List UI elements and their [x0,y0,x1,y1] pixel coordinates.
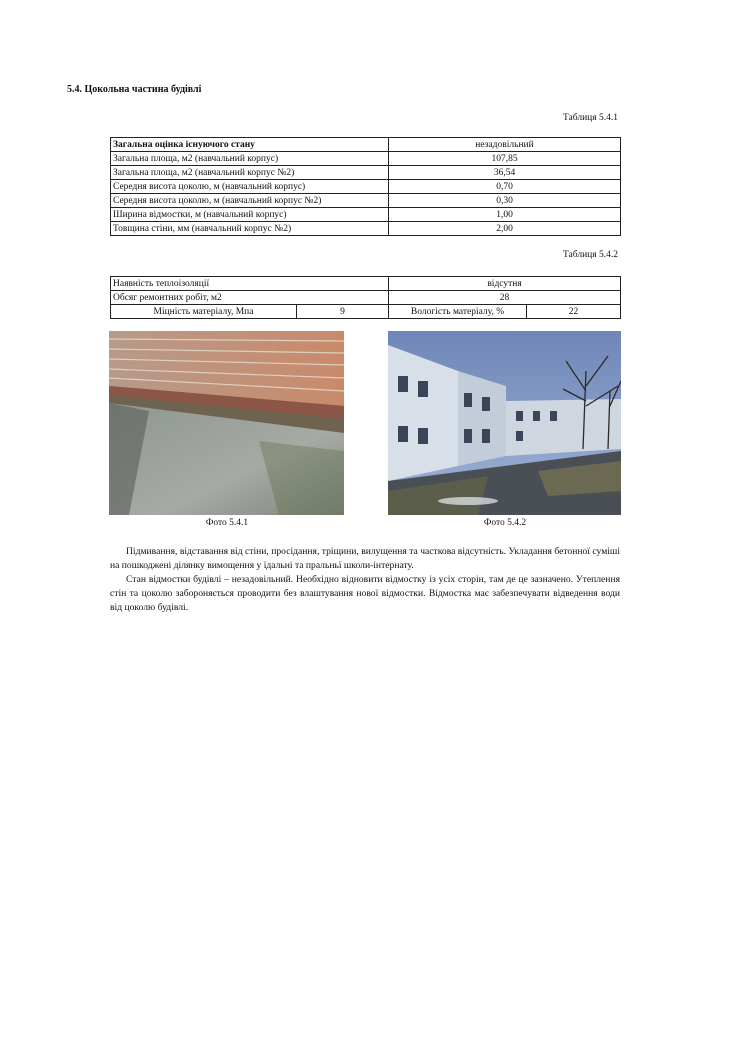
table-caption-5-4-1: Таблиця 5.4.1 [562,113,618,123]
row-label: Загальна оцінка існуючого стану [111,138,389,152]
condition-table [110,137,621,236]
table-row [111,194,621,208]
row-value: відсутня [389,277,621,291]
plinth-photo-1 [109,331,344,515]
row-value: 28 [389,291,621,305]
building-photo-2 [388,331,621,515]
paragraph: Підмивання, відставання від стіни, просідання, тріщини, вилущення та часткова відсутність. Укладання бетонної суміші на пошкоджені ділянку вимощення у їдальні та пральньї школи-інтернату. [110,546,620,571]
row-label: Загальна площа, м2 (навчальний корпус №2) [111,166,389,180]
plinth-photo-1-image [109,331,344,515]
row-value: 36,54 [389,166,621,180]
row-value: незадовільний [389,138,621,152]
table-row [111,166,621,180]
row-label: Товщина стіни, мм (навчальний корпус №2) [111,222,389,236]
row-value: 107,85 [389,152,621,166]
row-label: Наявність теплоізоляції [111,277,389,291]
table-row [111,305,621,319]
table-row [111,138,621,152]
strength-label: Міцність матеріалу, Мпа [111,305,297,319]
row-label: Загальна площа, м2 (навчальний корпус) [111,152,389,166]
strength-value: 9 [297,305,389,319]
humidity-value: 22 [527,305,621,319]
row-label: Ширина відмостки, м (навчальний корпус) [111,208,389,222]
paragraph: Стан відмостки будівлі – незадовільний. Необхідно відновити відмостку із усіх сторін, там де це зазначено. Утеплення стін та цоколю забороняється проводити без влаштування нової відмостки. Відмостка має забезпечувати відведення води від цоколю будівлі. [110,574,620,613]
humidity-label: Вологість матеріалу, % [389,305,527,319]
table-row [111,152,621,166]
row-label: Обсяг ремонтних робіт, м2 [111,291,389,305]
row-value: 0,70 [389,180,621,194]
table-row [111,277,621,291]
table-row [111,291,621,305]
section-heading: 5.4. Цокольна частина будівлі [67,84,202,95]
table-row [111,208,621,222]
row-value: 1,00 [389,208,621,222]
photo-caption-2: Фото 5.4.2 [483,518,527,528]
row-value: 2,00 [389,222,621,236]
photo-caption-1: Фото 5.4.1 [205,518,249,528]
building-photo-2-image [388,331,621,515]
row-value: 0,30 [389,194,621,208]
table-caption-5-4-2: Таблиця 5.4.2 [562,250,618,260]
row-label: Середня висота цоколю, м (навчальний корпус №2) [111,194,389,208]
materials-table [110,276,621,319]
row-label: Середня висота цоколю, м (навчальний корпус) [111,180,389,194]
table-row [111,180,621,194]
body-text [110,545,620,615]
table-row [111,222,621,236]
